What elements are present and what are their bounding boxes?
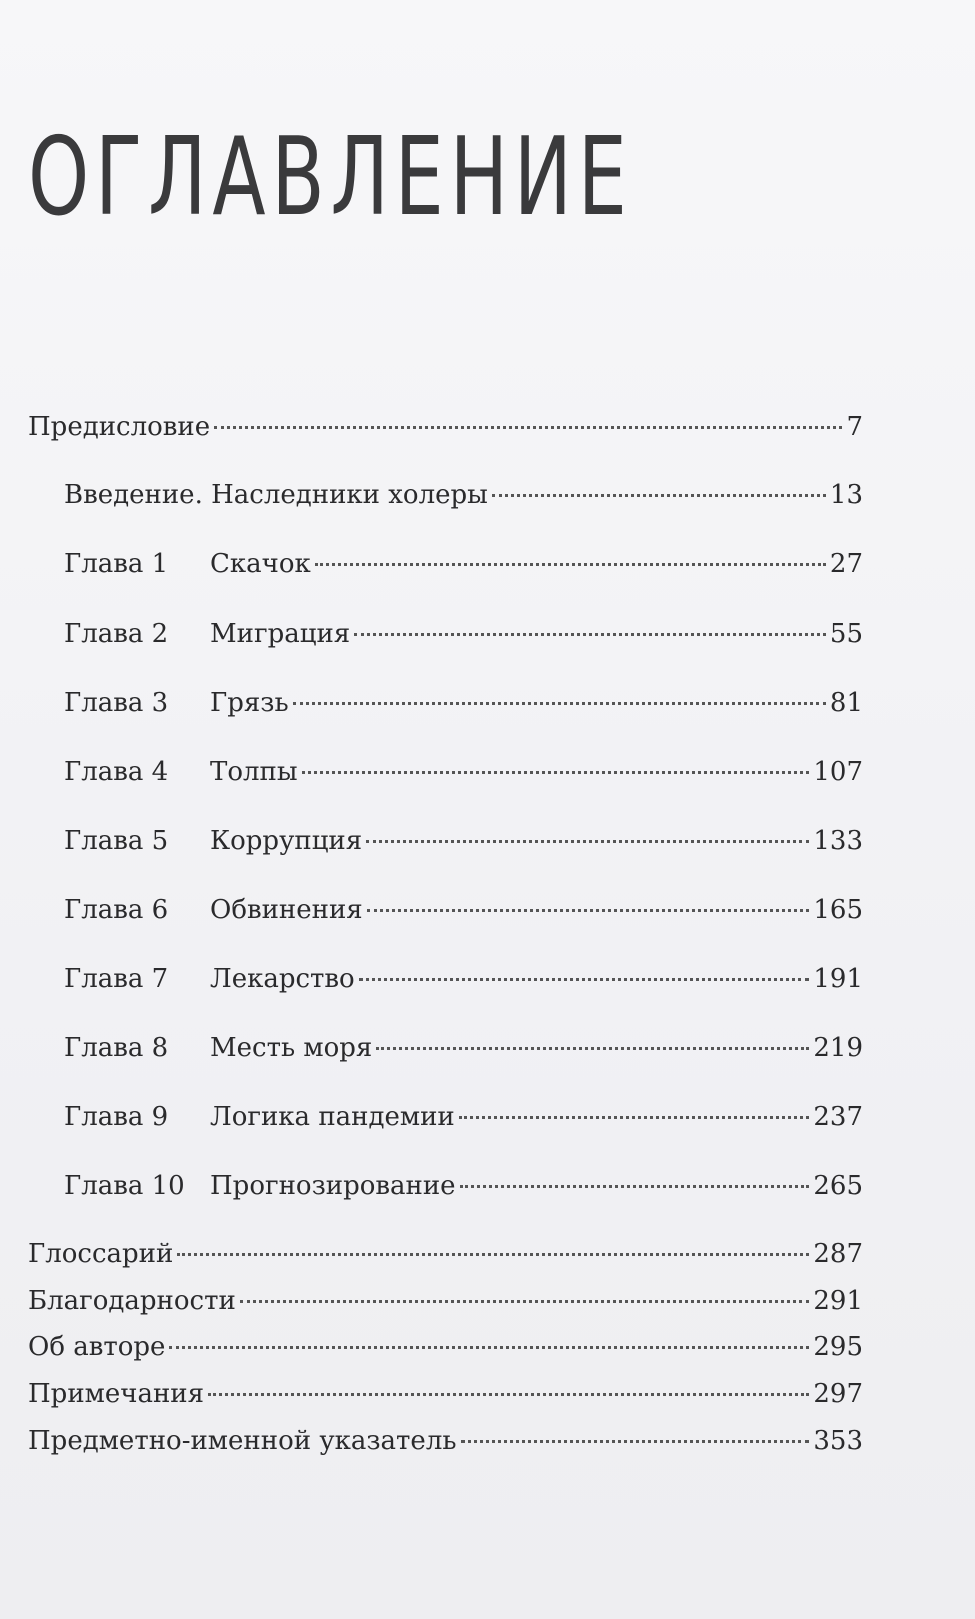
toc-entry-chapter-4[interactable] xyxy=(64,755,863,789)
dot-leader xyxy=(366,840,809,843)
toc-entry-page: 81 xyxy=(829,688,863,718)
toc-entry-page: 219 xyxy=(813,1033,863,1063)
toc-chapter-number: Глава 7 xyxy=(64,964,169,994)
toc-entry-notes[interactable] xyxy=(28,1377,863,1411)
dot-leader xyxy=(214,426,842,429)
toc-chapter-number: Глава 3 xyxy=(64,688,169,718)
toc-entry-chapter-7[interactable] xyxy=(64,962,863,996)
toc-entry-label: Коррупция xyxy=(210,826,363,856)
dot-leader xyxy=(315,563,826,566)
toc-chapter-number: Глава 5 xyxy=(64,826,169,856)
toc-entry-chapter-10[interactable] xyxy=(64,1169,863,1203)
toc-entry-chapter-3[interactable] xyxy=(64,686,863,720)
toc-entry-chapter-1[interactable] xyxy=(64,547,863,581)
dot-leader xyxy=(359,978,810,981)
toc-entry-label: Логика пандемии xyxy=(210,1102,455,1132)
toc-entry-label: Скачок xyxy=(210,549,311,579)
toc-chapter-number: Глава 1 xyxy=(64,549,169,579)
toc-entry-page: 297 xyxy=(813,1379,863,1409)
toc-entry-label: Примечания xyxy=(28,1379,205,1409)
toc-entry-chapter-8[interactable] xyxy=(64,1031,863,1065)
dot-leader xyxy=(354,633,826,636)
dot-leader xyxy=(169,1346,809,1349)
toc-entry-index[interactable] xyxy=(28,1424,863,1458)
toc-entry-label: Месть моря xyxy=(210,1033,373,1063)
toc-entry-page: 287 xyxy=(813,1239,863,1269)
toc-entry-page: 7 xyxy=(846,412,863,442)
toc-entry-label: Обвинения xyxy=(210,895,363,925)
dot-leader xyxy=(208,1393,809,1396)
dot-leader xyxy=(459,1116,810,1119)
dot-leader xyxy=(367,909,810,912)
toc-entry-acknowledgements[interactable] xyxy=(28,1284,863,1318)
toc-entry-label: Глоссарий xyxy=(28,1239,174,1269)
toc-entry-label: Предисловие xyxy=(28,412,211,442)
toc-entry-page: 133 xyxy=(813,826,863,856)
toc-entry-page: 291 xyxy=(813,1286,863,1316)
toc-entry-page: 13 xyxy=(829,480,863,510)
toc-entry-chapter-2[interactable] xyxy=(64,617,863,651)
toc-entry-label: Лекарство xyxy=(210,964,355,994)
dot-leader xyxy=(177,1253,809,1256)
toc-entry-label: Толпы xyxy=(210,757,298,787)
toc-entry-about-author[interactable] xyxy=(28,1330,863,1364)
toc-chapter-number: Глава 4 xyxy=(64,757,169,787)
toc-chapter-number: Глава 10 xyxy=(64,1171,185,1201)
toc-chapter-number: Глава 9 xyxy=(64,1102,169,1132)
dot-leader xyxy=(302,771,810,774)
toc-chapter-number: Глава 6 xyxy=(64,895,169,925)
toc-entry-introduction[interactable] xyxy=(64,478,863,512)
dot-leader xyxy=(461,1440,810,1443)
toc-entry-chapter-6[interactable] xyxy=(64,893,863,927)
dot-leader xyxy=(240,1300,810,1303)
dot-leader xyxy=(492,494,826,497)
toc-entry-label: Предметно-именной указатель xyxy=(28,1426,457,1456)
toc-entry-preface[interactable] xyxy=(28,410,863,444)
toc-entry-page: 27 xyxy=(829,549,863,579)
toc-entry-page: 237 xyxy=(813,1102,863,1132)
toc-chapter-number: Глава 2 xyxy=(64,619,169,649)
toc-entry-page: 353 xyxy=(813,1426,863,1456)
toc-entry-page: 295 xyxy=(813,1332,863,1362)
toc-entry-glossary[interactable] xyxy=(28,1237,863,1271)
toc-entry-label: Грязь xyxy=(210,688,289,718)
toc-entry-page: 265 xyxy=(813,1171,863,1201)
toc-entry-label: Прогнозирование xyxy=(210,1171,456,1201)
toc-entry-page: 107 xyxy=(813,757,863,787)
toc-entry-page: 165 xyxy=(813,895,863,925)
page-title: ОГЛАВЛЕНИЕ xyxy=(28,115,633,240)
toc-entry-label: Об авторе xyxy=(28,1332,166,1362)
toc-chapter-number: Глава 8 xyxy=(64,1033,169,1063)
toc-entry-label: Миграция xyxy=(210,619,351,649)
dot-leader xyxy=(460,1185,810,1188)
toc-entry-page: 55 xyxy=(829,619,863,649)
toc-entry-page: 191 xyxy=(813,964,863,994)
toc-entry-label: Благодарности xyxy=(28,1286,236,1316)
toc-entry-chapter-5[interactable] xyxy=(64,824,863,858)
dot-leader xyxy=(293,702,826,705)
dot-leader xyxy=(376,1047,809,1050)
toc-entry-label: Введение. Наследники холеры xyxy=(64,480,488,510)
toc-entry-chapter-9[interactable] xyxy=(64,1100,863,1134)
